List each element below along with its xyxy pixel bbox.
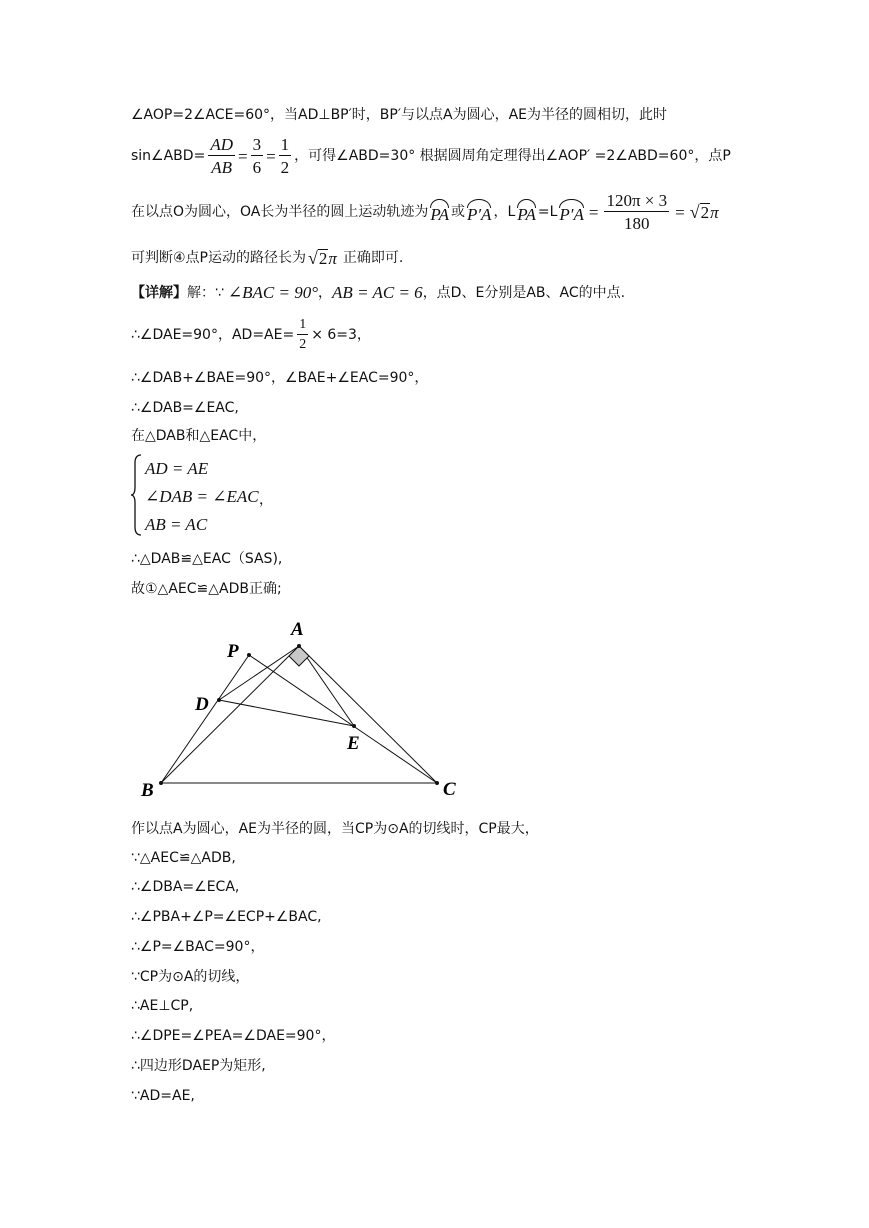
label-p: P (227, 641, 239, 662)
equation-dab-eac: ∠DAB = ∠EAC (145, 487, 259, 506)
line-10-text: ∴△DAB≌△EAC（SAS), (131, 551, 283, 567)
detail-heading: 【详解】 (131, 284, 187, 301)
left-brace (131, 453, 143, 537)
line-5-a: 解：∵ (187, 284, 224, 301)
text-line-10 (131, 552, 282, 566)
line-11-text: 故①△AEC≌△ADB正确; (131, 581, 282, 597)
equation-system (131, 453, 331, 537)
geometry-figure (131, 615, 471, 805)
fraction-denominator: 2 (299, 337, 307, 352)
text-line-2 (131, 136, 731, 176)
text-line-14 (131, 880, 239, 894)
fraction-numerator: 1 (297, 318, 308, 335)
or-word: 或 (450, 204, 465, 220)
text-line-11 (131, 582, 282, 596)
line-12-text: 作以点A为圆心，AE为半径的圆，当CP为⊙A的切线时，CP最大， (131, 821, 539, 837)
line-3-prefix: 在以点O为圆心，OA长为半径的圆上运动轨迹为 (131, 204, 429, 220)
text-line-16 (131, 940, 264, 954)
text-line-19 (131, 1029, 335, 1043)
right-angle-marker (289, 646, 309, 666)
math-ab-ac: AB = AC = 6 (332, 283, 423, 302)
line-17-text: ∵CP为⊙A的切线， (131, 969, 250, 985)
text-line-6 (131, 318, 371, 352)
segment-ac (299, 646, 437, 783)
fraction-denominator: 2 (280, 158, 290, 177)
fraction-numerator: AD (210, 135, 233, 154)
length-label: ，L (493, 204, 516, 220)
segment-pc (249, 655, 437, 783)
line-9-text: 在△DAB和△EAC中， (131, 428, 267, 444)
math-angle-bac: ∠BAC = 90° (227, 283, 319, 302)
point-e (352, 724, 356, 728)
length-equals: =L (537, 204, 558, 220)
line-16-text: ∴∠P=∠BAC=90°， (131, 939, 265, 955)
line-5-c: ，点D、E分别是AB、AC的中点. (422, 284, 626, 301)
text-line-15 (131, 910, 322, 924)
text-line-21 (131, 1089, 195, 1103)
equals-sign: = (266, 146, 276, 166)
arc-p-prime-a: P′A (467, 202, 492, 223)
text-line-5 (131, 284, 625, 301)
label-b: B (141, 780, 154, 801)
sqrt-radicand: 2 (700, 202, 710, 222)
line-1-text: ∠AOP=2∠ACE=60°，当AD⊥BP′时，BP′与以点A为圆心，AE为半径的圆相切，此时 (131, 107, 668, 123)
fraction-arc-length (604, 192, 669, 232)
line-21-text: ∵AD=AE, (131, 1088, 195, 1104)
equation-ab-ac: AB = AC (145, 515, 208, 534)
text-line-3 (131, 192, 719, 232)
point-b (159, 781, 163, 785)
arc-p-prime-a-length: P′A (559, 202, 584, 223)
sqrt-2: √ 2 (689, 201, 710, 222)
line-15-text: ∴∠PBA+∠P=∠ECP+∠BAC, (131, 909, 322, 925)
line-4-suffix: 正确即可. (342, 250, 404, 267)
text-line-13 (131, 851, 236, 865)
pi-symbol: π (328, 248, 337, 268)
segment-ba (161, 646, 299, 783)
line-18-text: ∴AE⊥CP, (131, 998, 194, 1014)
line-4-prefix: 可判断④点P运动的路径长为 (131, 250, 306, 267)
line-14-text: ∴∠DBA=∠ECA, (131, 879, 240, 895)
label-a: A (291, 619, 304, 640)
line-20-text: ∴四边形DAEP为矩形, (131, 1058, 266, 1074)
label-d: D (195, 694, 209, 715)
line-6-suffix: × 6=3， (311, 327, 371, 343)
line-2-prefix: sin∠ABD= (131, 148, 206, 164)
sqrt-2: √ 2 (308, 248, 328, 268)
point-d (217, 698, 221, 702)
fraction-numerator: 3 (252, 135, 262, 154)
fraction-denominator: 180 (624, 214, 650, 233)
label-e: E (347, 733, 360, 754)
text-line-1 (131, 108, 667, 122)
text-line-8 (131, 401, 239, 415)
fraction-denominator: 6 (252, 158, 262, 177)
fraction-3-6 (251, 136, 264, 176)
system-comma: ， (259, 492, 273, 508)
point-a (297, 644, 301, 648)
arc-pa-length: PA (517, 202, 536, 223)
text-line-12 (131, 822, 539, 836)
text-line-9 (131, 429, 266, 443)
line-5-b: ， (318, 284, 333, 301)
text-line-4 (131, 249, 403, 268)
equals-sign: = (675, 202, 685, 222)
fraction-denominator: AB (211, 158, 233, 177)
text-line-17 (131, 970, 249, 984)
text-line-20 (131, 1059, 266, 1073)
line-7-text: ∴∠DAB+∠BAE=90°，∠BAE+∠EAC=90°， (131, 370, 429, 386)
arc-pa: PA (430, 202, 449, 223)
equals-sign: = (588, 202, 599, 222)
fraction-ad-ab (208, 136, 235, 176)
text-line-18 (131, 999, 193, 1013)
line-6-prefix: ∴∠DAE=90°，AD=AE= (131, 327, 295, 343)
fraction-numerator: 120π × 3 (606, 191, 668, 210)
point-c (435, 781, 439, 785)
equation-ad-ae: AD = AE (145, 459, 209, 478)
fraction-numerator: 1 (280, 135, 290, 154)
pi-symbol: π (710, 202, 719, 222)
point-p (247, 653, 251, 657)
line-2-suffix: ，可得∠ABD=30° 根据圆周角定理得出∠AOP′ =2∠ABD=60°，点P (294, 148, 731, 164)
segment-bp (161, 655, 249, 783)
text-line-7 (131, 371, 428, 385)
sqrt-radicand: 2 (318, 249, 328, 268)
line-13-text: ∵△AEC≌△ADB, (131, 850, 236, 866)
line-19-text: ∴∠DPE=∠PEA=∠DAE=90°， (131, 1028, 336, 1044)
equals-sign: = (237, 146, 248, 166)
fraction-1-2 (297, 318, 308, 352)
fraction-1-2 (279, 136, 292, 176)
label-c: C (443, 779, 456, 800)
line-8-text: ∴∠DAB=∠EAC, (131, 400, 239, 416)
